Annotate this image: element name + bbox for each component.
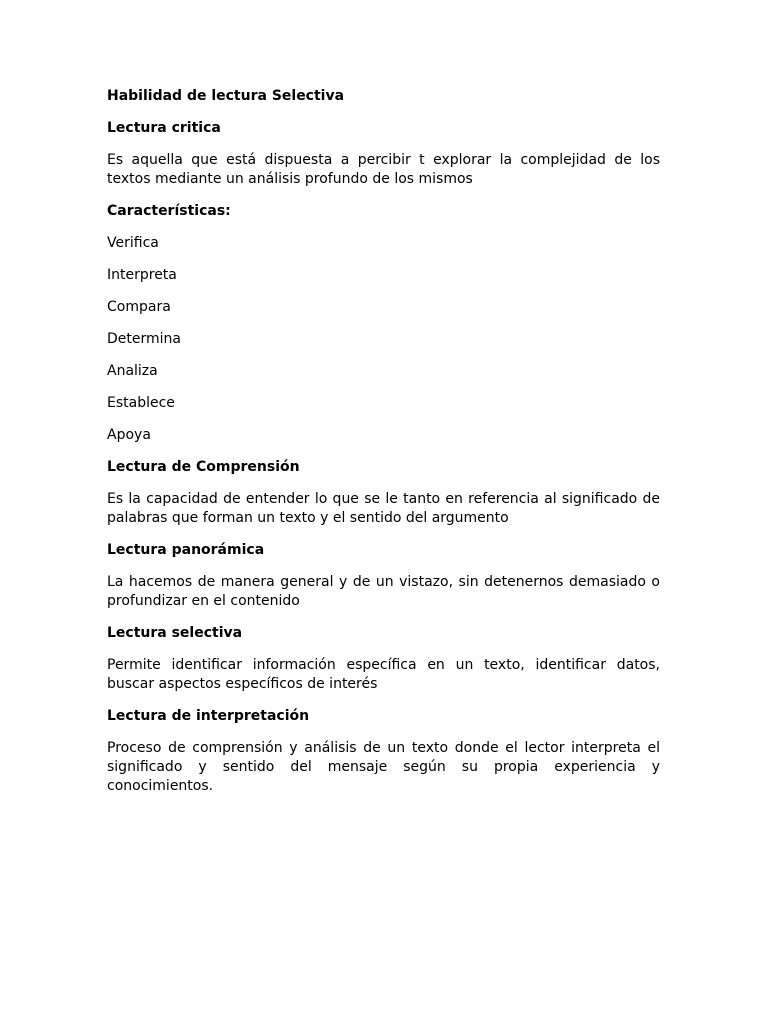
section-heading-lectura-critica: Lectura critica bbox=[107, 120, 221, 136]
document-page bbox=[107, 87, 660, 809]
section-paragraph-interpretacion: Proceso de comprensión y análisis de un texto donde el lector interpreta el significado y sentido del mensaje según su propia experiencia y conocimientos. bbox=[107, 740, 660, 794]
section-heading-interpretacion: Lectura de interpretación bbox=[107, 708, 310, 724]
section-heading-panoramica: Lectura panorámica bbox=[107, 542, 265, 558]
characteristics-heading: Características: bbox=[107, 203, 231, 219]
list-item: Apoya bbox=[107, 427, 151, 443]
section-paragraph-selectiva: Permite identificar información específica en un texto, identificar datos, buscar aspectos específicos de interés bbox=[107, 657, 660, 692]
section-paragraph-lectura-critica: Es aquella que está dispuesta a percibir t explorar la complejidad de los textos mediante un análisis profundo de los mismos bbox=[107, 152, 660, 187]
section-paragraph-panoramica: La hacemos de manera general y de un vistazo, sin detenernos demasiado o profundizar en el contenido bbox=[107, 574, 660, 609]
list-item: Verifica bbox=[107, 235, 159, 251]
document-title: Habilidad de lectura Selectiva bbox=[107, 88, 345, 104]
section-paragraph-comprension: Es la capacidad de entender lo que se le tanto en referencia al significado de palabras que forman un texto y el sentido del argumento bbox=[107, 491, 660, 526]
list-item: Compara bbox=[107, 299, 171, 315]
section-heading-comprension: Lectura de Comprensión bbox=[107, 459, 300, 475]
list-item: Establece bbox=[107, 395, 175, 411]
list-item: Interpreta bbox=[107, 267, 177, 283]
section-heading-selectiva: Lectura selectiva bbox=[107, 625, 243, 641]
characteristics-list bbox=[107, 234, 660, 445]
list-item: Analiza bbox=[107, 363, 158, 379]
list-item: Determina bbox=[107, 331, 181, 347]
